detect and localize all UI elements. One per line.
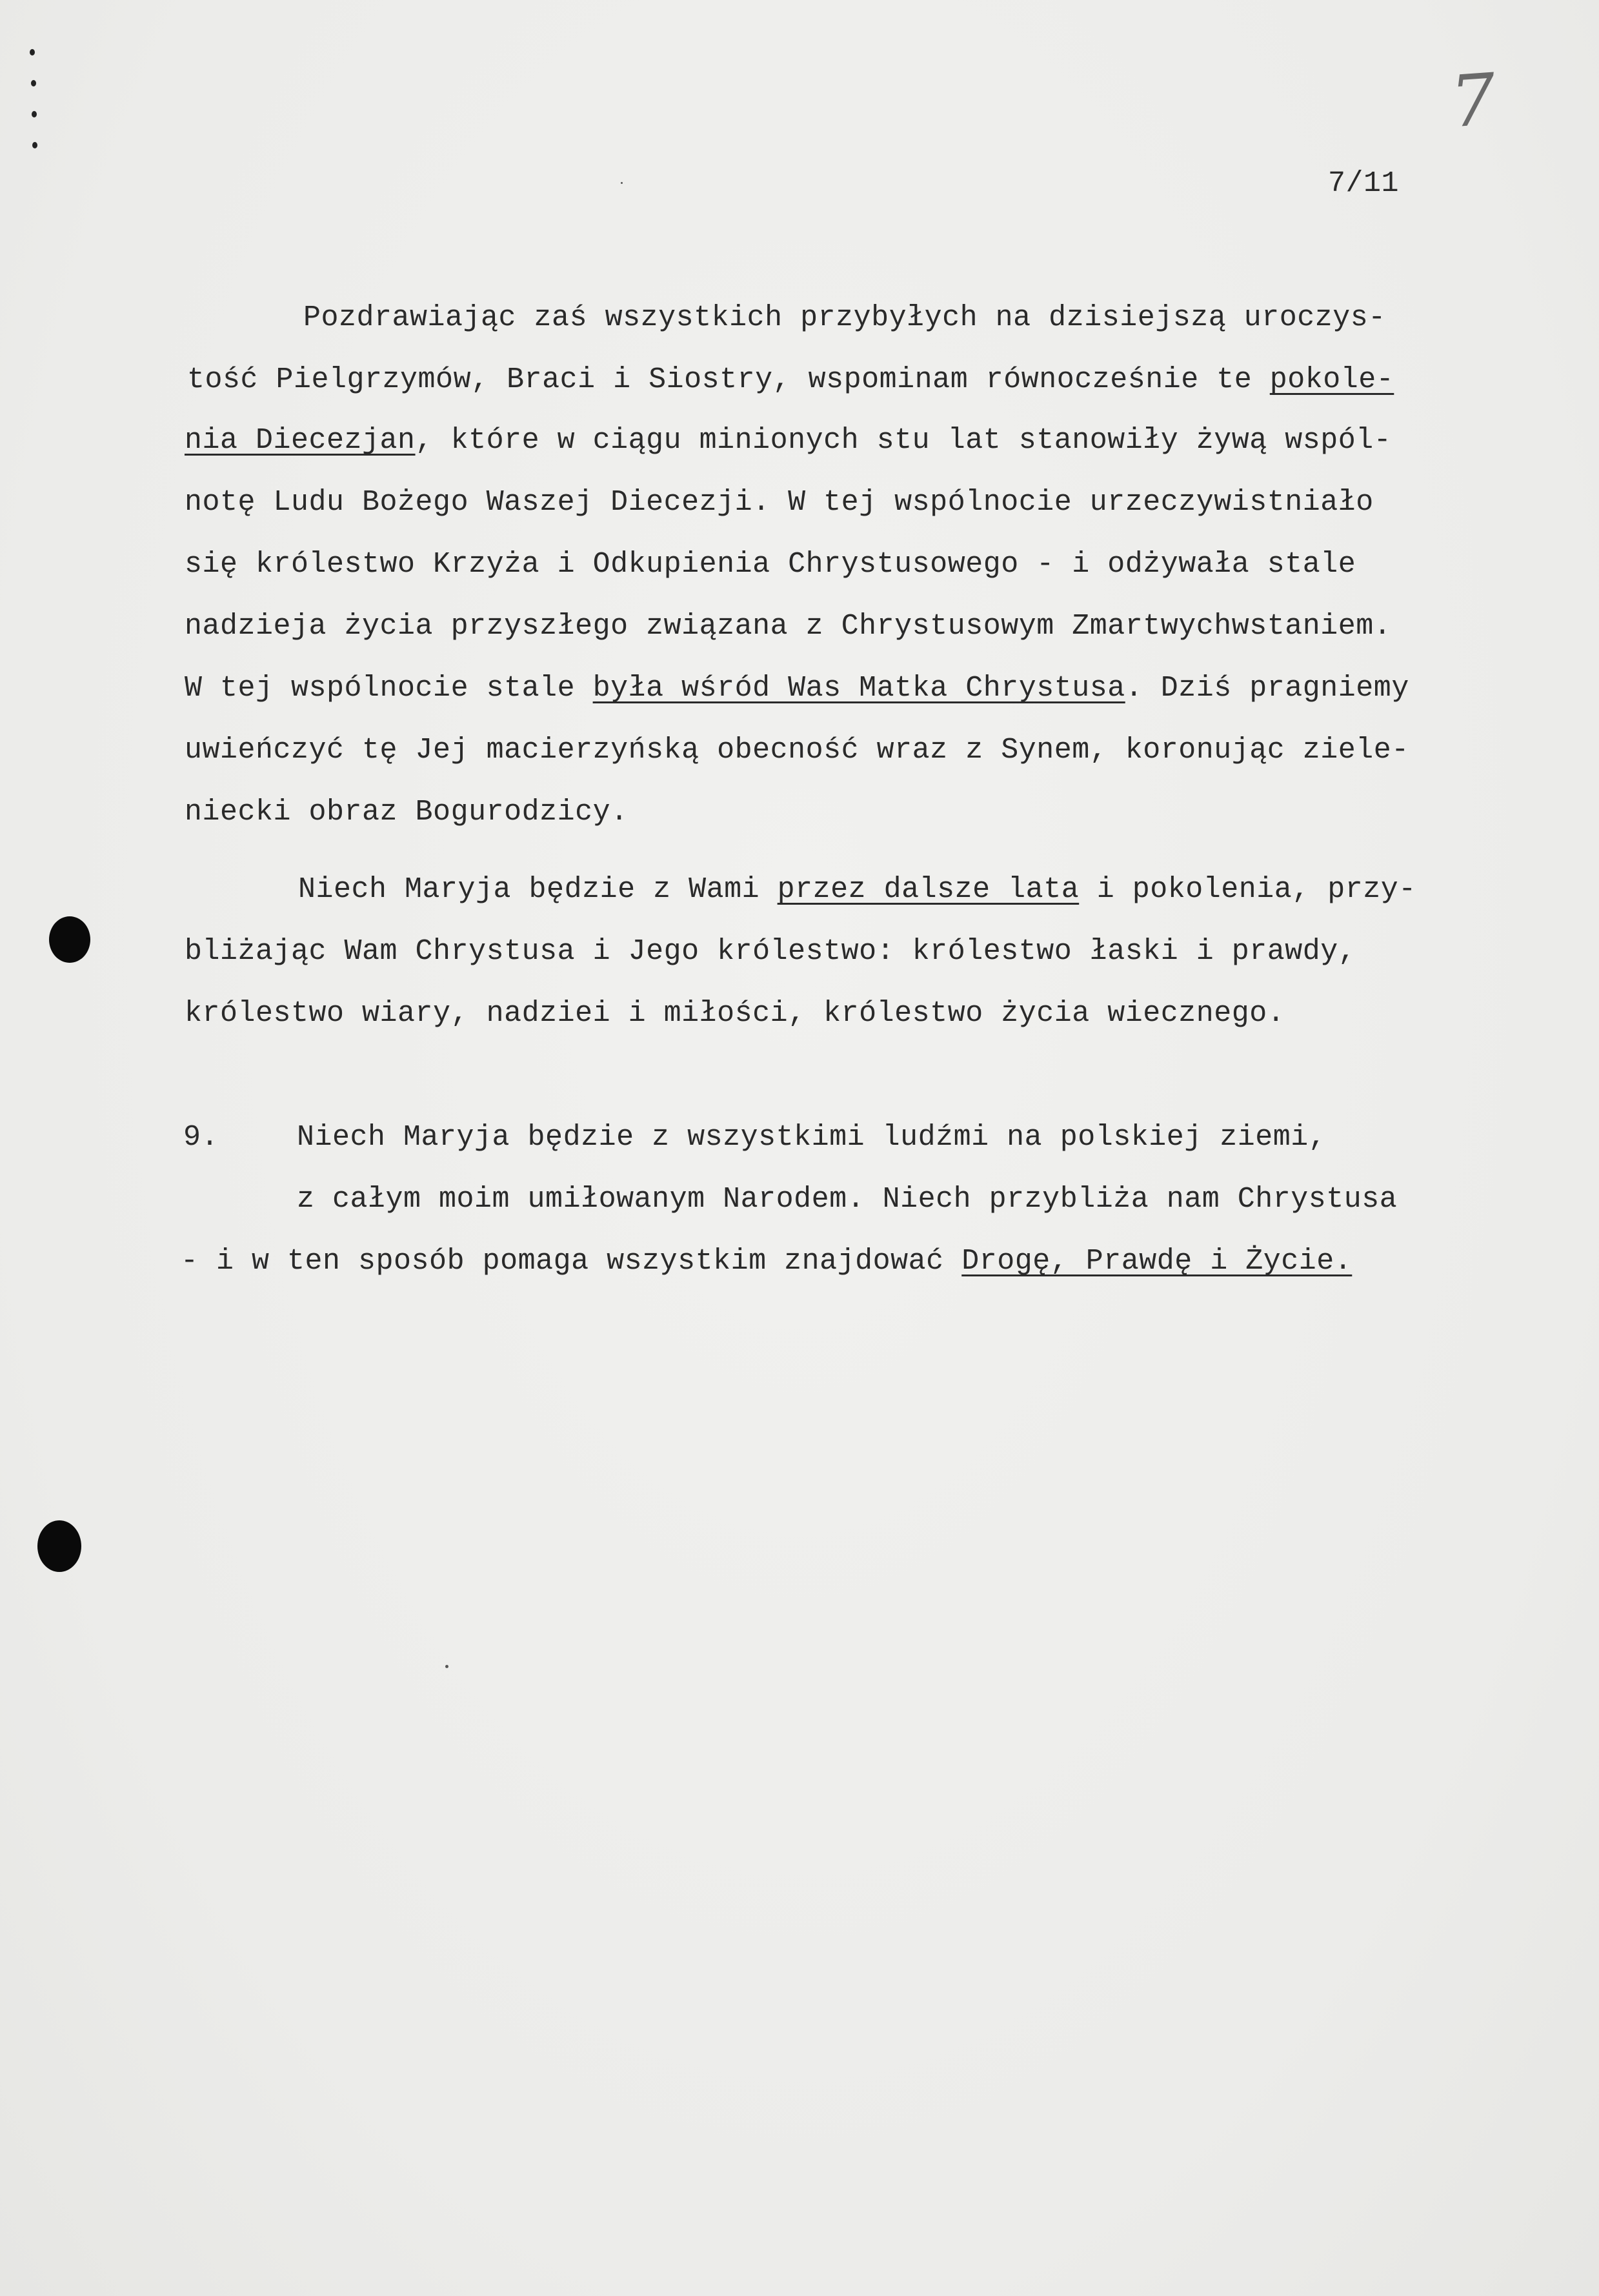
paragraph-1-line-8: uwieńczyć tę Jej macierzyńską obecność wraz z Synem, koronując ziele- xyxy=(185,734,1409,767)
section-number: 9. xyxy=(183,1121,219,1154)
edge-mark xyxy=(32,111,37,117)
paragraph-1-line-1: Pozdrawiając zaś wszystkich przybyłych na dzisiejszą uroczys- xyxy=(303,301,1386,334)
section-9-line-2: z całym moim umiłowanym Narodem. Niech przybliża nam Chrystusa xyxy=(297,1183,1398,1216)
paragraph-1-line-4: notę Ludu Bożego Waszej Diecezji. W tej wspólnocie urzeczywistniało xyxy=(185,486,1374,519)
paragraph-1-line-7 xyxy=(185,674,1409,703)
text-run: i pokolenia, przy- xyxy=(1079,873,1416,906)
text-run: - i w ten sposób pomaga wszystkim znajdować xyxy=(181,1245,962,1278)
edge-mark xyxy=(31,80,36,86)
handwritten-page-mark: 7 xyxy=(1447,57,1499,144)
text-run: W tej wspólnocie stale xyxy=(185,672,593,705)
page-number: 7/11 xyxy=(1328,167,1400,200)
underlined-phrase: Drogę, Prawdę i Życie. xyxy=(961,1245,1353,1278)
underlined-phrase: przez dalsze lata xyxy=(777,873,1080,906)
text-run: Niech Maryja będzie z Wami xyxy=(298,873,778,906)
paragraph-2-line-1 xyxy=(298,875,1416,904)
paragraph-1-line-5: się królestwo Krzyża i Odkupienia Chrystusowego - i odżywała stale xyxy=(185,548,1356,581)
section-9-line-1: Niech Maryja będzie z wszystkimi ludźmi na polskiej ziemi, xyxy=(297,1121,1327,1154)
paragraph-1-line-2 xyxy=(187,365,1394,394)
text-run: , które w ciągu minionych stu lat stanowiły żywą wspól- xyxy=(415,424,1392,457)
punch-hole xyxy=(49,916,90,963)
paragraph-2-line-3: królestwo wiary, nadziei i miłości, królestwo życia wiecznego. xyxy=(185,997,1285,1030)
text-run: tość Pielgrzymów, Braci i Siostry, wspominam równocześnie te xyxy=(187,363,1270,396)
paper-speck xyxy=(445,1665,448,1668)
text-run: . Dziś pragniemy xyxy=(1125,672,1409,705)
underlined-phrase: nia Diecezjan xyxy=(185,424,416,457)
edge-mark xyxy=(30,49,35,55)
underlined-phrase: była wśród Was Matka Chrystusa xyxy=(592,672,1125,705)
paragraph-1-line-6: nadzieja życia przyszłego związana z Chrystusowym Zmartwychwstaniem. xyxy=(185,610,1392,643)
paragraph-2-line-2: bliżając Wam Chrystusa i Jego królestwo: królestwo łaski i prawdy, xyxy=(185,935,1356,968)
paper-speck xyxy=(621,182,623,184)
underlined-phrase: pokole- xyxy=(1269,363,1394,396)
punch-hole xyxy=(37,1520,81,1572)
paragraph-1-line-3 xyxy=(185,426,1391,455)
edge-mark xyxy=(32,142,37,148)
section-9-line-3 xyxy=(181,1247,1352,1276)
paragraph-1-line-9: niecki obraz Bogurodzicy. xyxy=(185,796,629,829)
